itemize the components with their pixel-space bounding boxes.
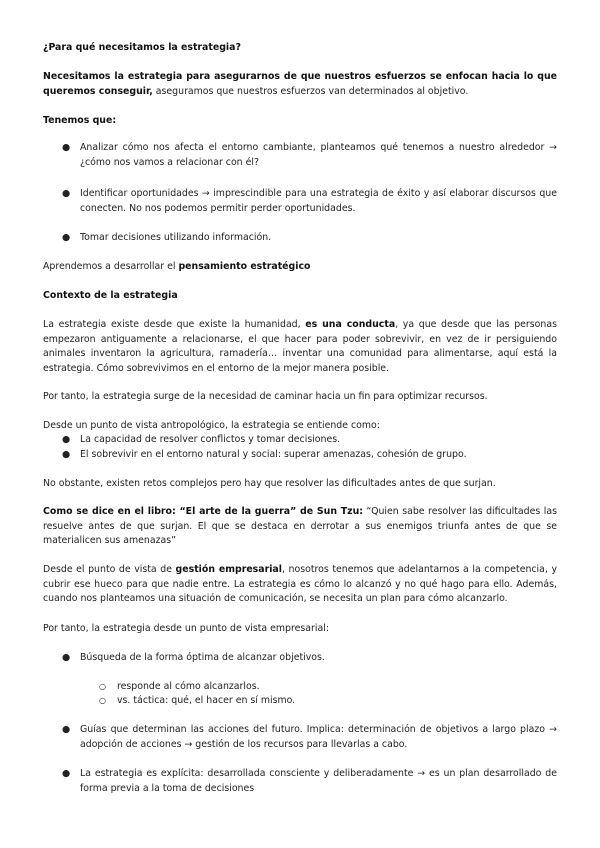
list-item: El sobrevivir en el entorno natural y social: superar amenazas, cohesión de grupo. [80, 449, 467, 460]
bullet-icon: ● [62, 449, 71, 460]
sub-list-item: vs. táctica: qué, el hacer en sí mismo. [117, 695, 296, 706]
aprendemos-paragraph: Aprendemos a desarrollar el pensamiento estratégico [43, 261, 311, 272]
sun-tzu-quote-paragraph: Como se dice en el libro: “El arte de la guerra” de Sun Tzu: “Quien sabe resolver las dificultades las resuelve antes de que surjan. El que se destaca en derrotar a sus enemigos triunfa antes de que se materialicen sus amenazas” [43, 506, 557, 547]
list-item: Guías que determinan las acciones del futuro. Implica: determinación de objetivos a largo plazo → adopción de acciones → gestión de los recursos para llevarlas a cabo. [80, 724, 557, 750]
empresarial-intro: Por tanto, la estrategia desde un punto de vista empresarial: [43, 623, 329, 634]
contexto-heading: Contexto de la estrategia [43, 290, 178, 301]
list-item: La estrategia es explícita: desarrollada consciente y deliberadamente → es un plan desarrollado de forma previa a la toma de decisiones [80, 768, 557, 794]
no-obstante-paragraph: No obstante, existen retos complejos pero hay que resolver las dificultades antes de que surjan. [43, 478, 496, 489]
list-item: La capacidad de resolver conflictos y tomar decisiones. [80, 434, 341, 445]
bullet-icon: ● [62, 652, 71, 663]
por-tanto-paragraph: Por tanto, la estrategia surge de la necesidad de caminar hacia un fin para optimizar recursos. [43, 391, 488, 402]
hollow-bullet-icon: ○ [99, 696, 106, 705]
list-item: Analizar cómo nos afecta el entorno cambiante, planteamos qué tenemos a nuestro alrededor → ¿cómo nos vamos a relacionar con él? [80, 142, 557, 168]
bullet-icon: ● [62, 188, 71, 199]
bullet-icon: ● [62, 724, 71, 735]
list-item: Tomar decisiones utilizando información. [80, 232, 272, 243]
tenemos-heading: Tenemos que: [43, 115, 117, 126]
bullet-icon: ● [62, 232, 71, 243]
contexto-paragraph: La estrategia existe desde que existe la humanidad, es una conducta, ya que desde que las personas empezaron antiguamente a relacionarse, el que hacer para poder sobrevivir, en vez de ir persiguiendo animales inventaron la agricultura, ramadería… inventar una comunidad para alimentarse, aquí está la estrategia. Cómo sobrevivimos en el entorno de la mejor manera posible. [43, 319, 557, 374]
list-item: Búsqueda de la forma óptima de alcanzar objetivos. [80, 652, 325, 663]
hollow-bullet-icon: ○ [99, 682, 106, 691]
sub-list-item: responde al cómo alcanzarlos. [117, 681, 260, 692]
gestion-empresarial-paragraph: Desde el punto de vista de gestión empresarial, nosotros tenemos que adelantarnos a la competencia, y cubrir ese hueco para que nadie entre. La estrategia es cómo lo alcanzó y no qué hago para ello. Además, cuando nos planteamos una situación de comunicación, se necesita un plan para cómo alcanzarlo. [43, 564, 558, 605]
list-item: Identificar oportunidades → imprescindible para una estrategia de éxito y así elaborar discursos que conecten. No nos podemos permitir perder oportunidades. [80, 188, 557, 214]
bullet-icon: ● [62, 768, 71, 779]
section-question-heading: ¿Para qué necesitamos la estrategia? [43, 42, 241, 53]
bullet-icon: ● [62, 434, 71, 445]
antropologico-intro: Desde un punto de vista antropológico, la estrategia se entiende como: [43, 420, 380, 431]
bullet-icon: ● [62, 142, 71, 153]
intro-paragraph: Necesitamos la estrategia para asegurarnos de que nuestros esfuerzos se enfocan hacia lo que queremos conseguir, aseguramos que nuestros esfuerzos van determinados al objetivo. [43, 71, 557, 97]
